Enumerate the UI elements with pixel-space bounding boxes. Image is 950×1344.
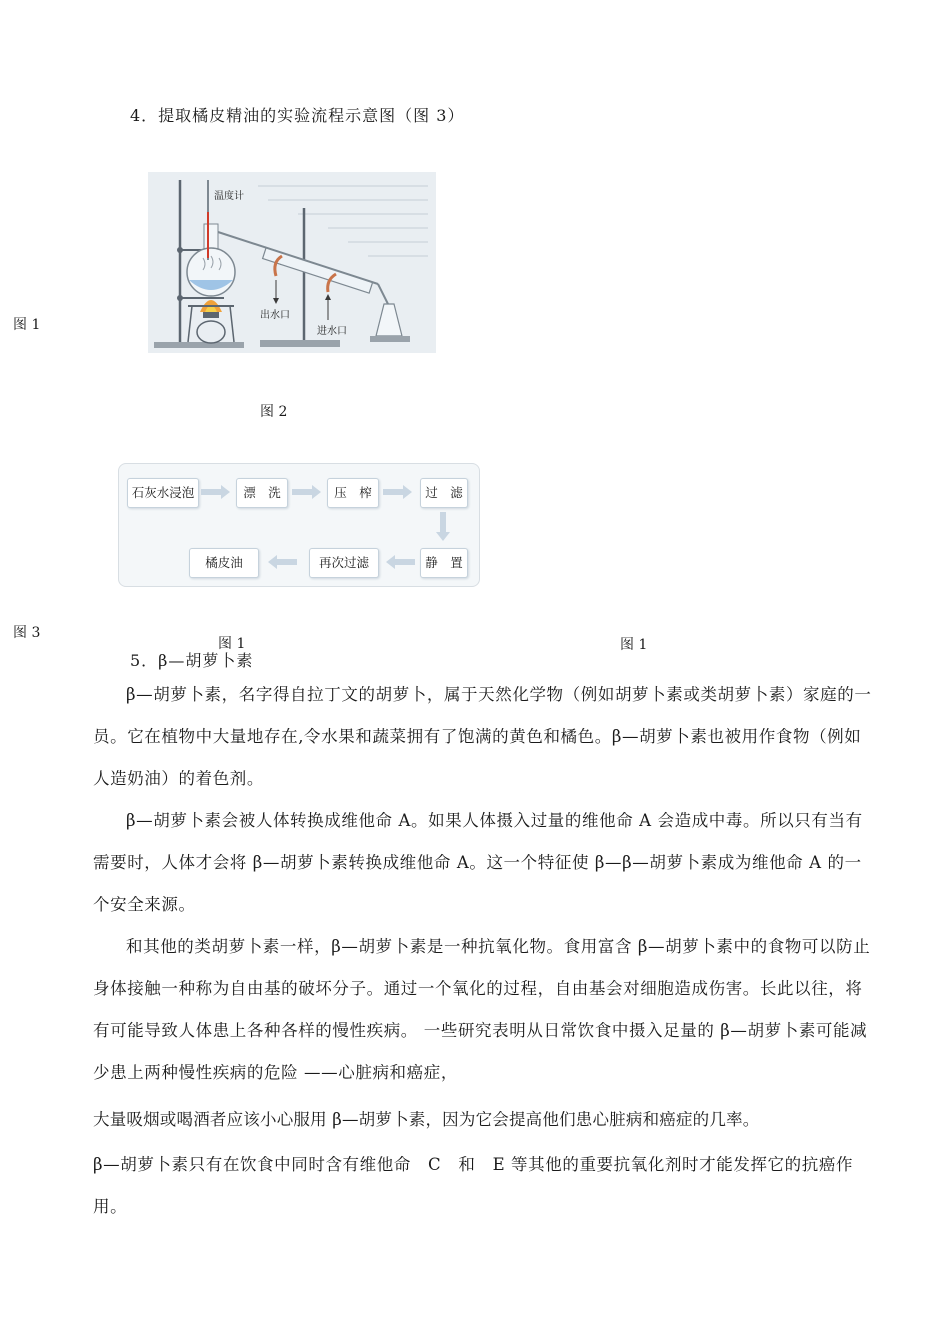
paragraph-continuation: 大量吸烟或喝酒者应该小心服用 β—胡萝卜素，因为它会提高他们患心脏病和癌症的几率。 [93,1110,760,1129]
flow-arrow-left-icon [385,554,415,570]
section-heading: 5．β—胡萝卜素 [130,651,254,670]
figure-label: 图 1 [218,636,246,652]
section-heading: 4．提取橘皮精油的实验流程示意图（图 3） [130,106,465,125]
distillation-apparatus-image [148,172,436,353]
figure-label: 图 1 [13,317,41,333]
article-body [93,674,873,1094]
flow-arrow-icon [201,484,231,500]
paragraph: β—胡萝卜素会被人体转换成维他命 A。如果人体摄入过量的维他命 A 会造成中毒。所以只有当有需要时，人体才会将 β—胡萝卜素转换成维他命 A。这一个特征使 β—β—胡萝卜素成为维他命 A 的一个安全来源。 [93,811,863,914]
flow-step-soak: 石灰水浸泡 [127,478,199,508]
paragraph: 和其他的类胡萝卜素一样，β—胡萝卜素是一种抗氧化物。食用富含 β—胡萝卜素中的食物可以防止身体接触一种称为自由基的破坏分子。通过一个氧化的过程，自由基会对细胞造成伤害。长此以往，将有可能导致人体患上各种各样的慢性疾病。 一些研究表明从日常饮食中摄入足量的 β—胡萝卜素可能减少患上两种慢性疾病的危险 ——心脏病和癌症， [93,937,871,1082]
flow-arrow-down-icon [435,512,451,542]
thermometer-label: 温度计 [214,191,244,202]
paragraph-continuation: β—胡萝卜素只有在饮食中同时含有维他命 C 和 E 等其他的重要抗氧化剂时才能发挥它的抗癌作用。 [93,1155,854,1216]
figure-caption: 图 2 [260,404,288,420]
flow-arrow-icon [292,484,322,500]
flow-arrow-left-icon [267,554,297,570]
extraction-flow-diagram [118,463,480,587]
figure-label: 图 3 [13,625,41,641]
distillation-apparatus-drawing [148,172,436,353]
flow-step-press: 压 榨 [327,478,379,508]
flow-step-settle: 静 置 [420,548,468,578]
flow-step-orange-oil: 橘皮油 [189,548,259,578]
flow-step-filter: 过 滤 [420,478,468,508]
water-outlet-label: 出水口 [260,310,290,321]
paragraph: β—胡萝卜素，名字得自拉丁文的胡萝卜，属于天然化学物（例如胡萝卜素或类胡萝卜素）家庭的一员。它在植物中大量地存在,令水果和蔬菜拥有了饱满的黄色和橘色。β—胡萝卜素也被用作食物（例如人造奶油）的着色剂。 [93,685,872,788]
water-inlet-label: 进水口 [317,326,347,337]
flow-arrow-icon [383,484,413,500]
flow-step-refilter: 再次过滤 [309,548,379,578]
flow-step-rinse: 漂 洗 [236,478,288,508]
figure-label: 图 1 [620,637,648,653]
